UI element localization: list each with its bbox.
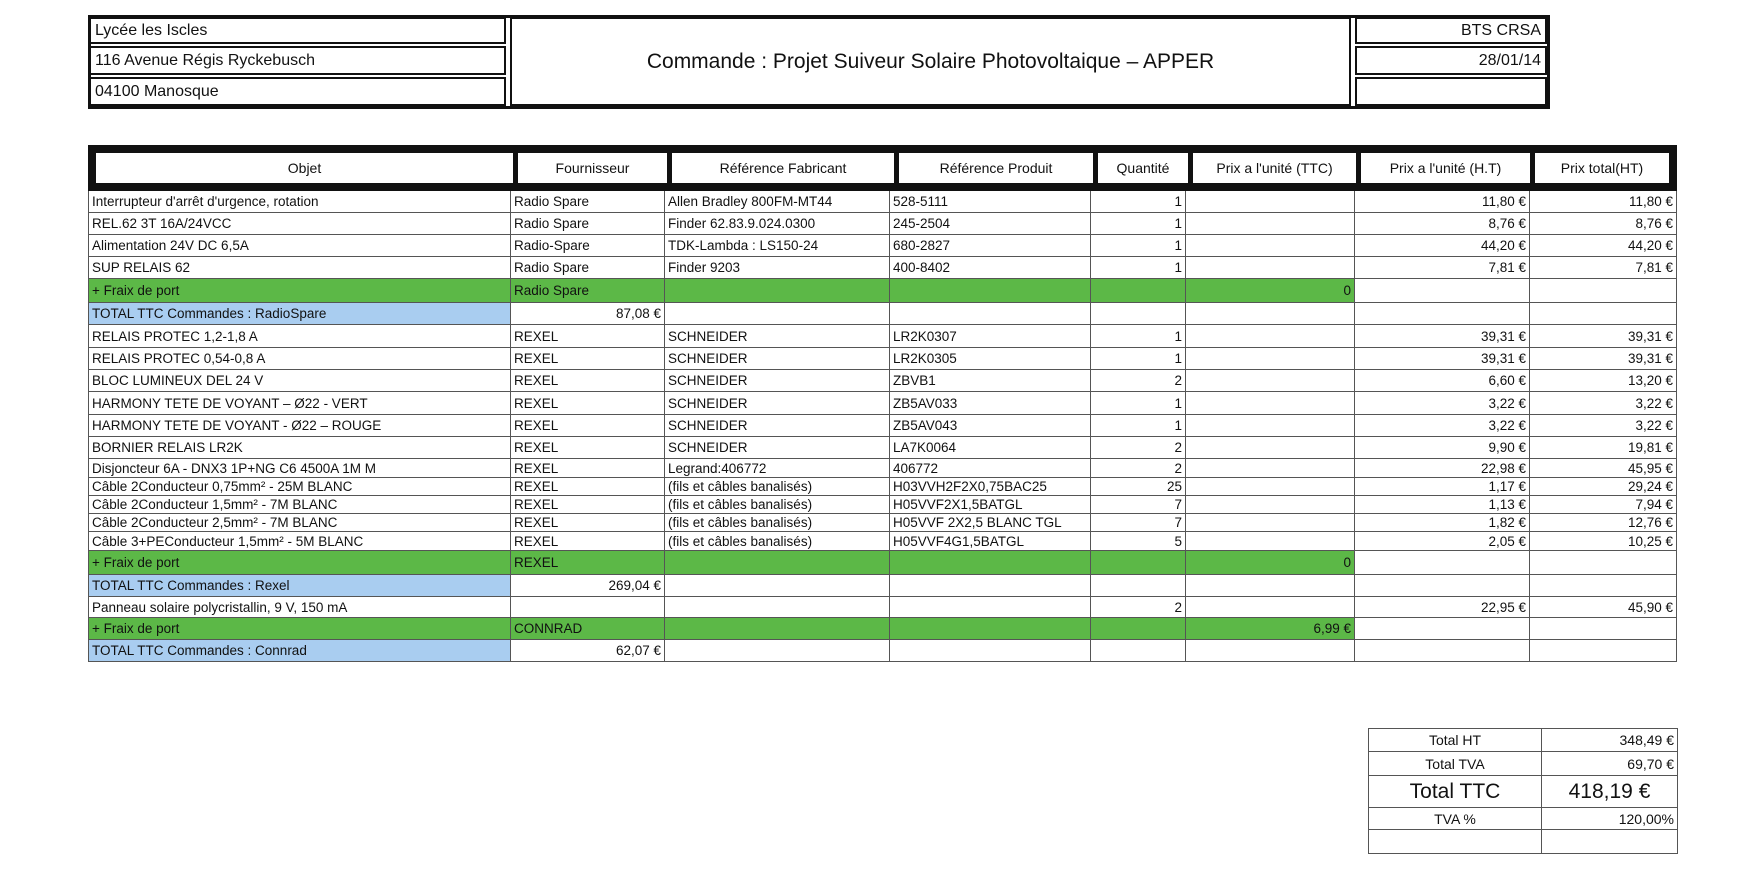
cell-prix-total-ht bbox=[1530, 551, 1677, 575]
cell-quantite: 1 bbox=[1091, 348, 1186, 370]
cell-objet: Câble 2Conducteur 2,5mm² - 7M BLANC bbox=[88, 514, 511, 532]
cell-prix-unite-ht: 1,13 € bbox=[1355, 496, 1530, 514]
cell-objet: TOTAL TTC Commandes : Rexel bbox=[88, 575, 511, 597]
table-row bbox=[88, 459, 1677, 478]
cell-fournisseur: REXEL bbox=[511, 496, 665, 514]
cell-prix-total-ht: 11,80 € bbox=[1530, 191, 1677, 213]
cell-ref-produit: H05VVF2X1,5BATGL bbox=[890, 496, 1091, 514]
cell-ref-fabricant bbox=[665, 303, 890, 325]
cell-quantite: 7 bbox=[1091, 514, 1186, 532]
col-header-objet: Objet bbox=[96, 153, 513, 183]
cell-ref-produit bbox=[890, 640, 1091, 662]
cell-ref-produit: 400-8402 bbox=[890, 257, 1091, 279]
cell-ref-produit: H03VVH2F2X0,75BAC25 bbox=[890, 478, 1091, 496]
shipping-row bbox=[88, 279, 1677, 303]
cell-ref-produit: 680-2827 bbox=[890, 235, 1091, 257]
cell-prix-unite-ht: 1,82 € bbox=[1355, 514, 1530, 532]
header-empty-cell bbox=[1355, 77, 1547, 106]
cell-prix-unite-ht: 11,80 € bbox=[1355, 191, 1530, 213]
supplier-total-row bbox=[88, 640, 1677, 662]
table-row bbox=[88, 325, 1677, 348]
cell-objet: BLOC LUMINEUX DEL 24 V bbox=[88, 370, 511, 392]
table-row bbox=[88, 191, 1677, 213]
cell-prix-total-ht: 45,90 € bbox=[1530, 597, 1677, 618]
cell-prix-unite-ht: 1,17 € bbox=[1355, 478, 1530, 496]
cell-quantite: 2 bbox=[1091, 597, 1186, 618]
cell-quantite: 1 bbox=[1091, 392, 1186, 415]
cell-prix-unite-ttc bbox=[1186, 532, 1355, 551]
cell-ref-produit bbox=[890, 303, 1091, 325]
cell-ref-fabricant: (fils et câbles banalisés) bbox=[665, 496, 890, 514]
school-name: Lycée les Iscles bbox=[89, 17, 506, 44]
cell-fournisseur: CONNRAD bbox=[511, 618, 665, 640]
cell-ref-produit: H05VVF4G1,5BATGL bbox=[890, 532, 1091, 551]
cell-prix-total-ht: 19,81 € bbox=[1530, 437, 1677, 459]
cell-prix-total-ht: 7,81 € bbox=[1530, 257, 1677, 279]
cell-prix-unite-ttc bbox=[1186, 325, 1355, 348]
cell-prix-unite-ht: 7,81 € bbox=[1355, 257, 1530, 279]
table-row bbox=[88, 597, 1677, 618]
cell-objet: SUP RELAIS 62 bbox=[88, 257, 511, 279]
cell-prix-unite-ht bbox=[1355, 575, 1530, 597]
cell-prix-total-ht: 12,76 € bbox=[1530, 514, 1677, 532]
table-header bbox=[88, 145, 1677, 191]
cell-fournisseur: 269,04 € bbox=[511, 575, 665, 597]
cell-prix-unite-ht: 8,76 € bbox=[1355, 213, 1530, 235]
cell-quantite: 2 bbox=[1091, 370, 1186, 392]
table-row bbox=[88, 257, 1677, 279]
cell-prix-unite-ht bbox=[1355, 303, 1530, 325]
cell-ref-produit bbox=[890, 597, 1091, 618]
cell-objet: TOTAL TTC Commandes : Connrad bbox=[88, 640, 511, 662]
cell-prix-unite-ttc: 0 bbox=[1186, 279, 1355, 303]
cell-quantite: 7 bbox=[1091, 496, 1186, 514]
cell-prix-unite-ht bbox=[1355, 279, 1530, 303]
cell-ref-produit: 528-5111 bbox=[890, 191, 1091, 213]
cell-objet: REL.62 3T 16A/24VCC bbox=[88, 213, 511, 235]
cell-ref-produit bbox=[890, 575, 1091, 597]
cell-fournisseur: Radio Spare bbox=[511, 257, 665, 279]
col-header-ref-produit: Référence Produit bbox=[899, 153, 1093, 183]
cell-fournisseur: REXEL bbox=[511, 437, 665, 459]
table-row bbox=[88, 437, 1677, 459]
cell-prix-unite-ht bbox=[1355, 618, 1530, 640]
cell-objet: Disjoncteur 6A - DNX3 1P+NG C6 4500A 1M M bbox=[88, 459, 511, 478]
cell-prix-total-ht: 39,31 € bbox=[1530, 348, 1677, 370]
totals-row bbox=[1368, 752, 1678, 776]
cell-ref-fabricant: Allen Bradley 800FM-MT44 bbox=[665, 191, 890, 213]
school-address: 116 Avenue Régis Ryckebusch bbox=[89, 46, 506, 75]
school-city: 04100 Manosque bbox=[89, 77, 506, 106]
cell-ref-fabricant bbox=[665, 618, 890, 640]
cell-ref-produit bbox=[890, 279, 1091, 303]
cell-fournisseur: REXEL bbox=[511, 370, 665, 392]
cell-ref-fabricant: SCHNEIDER bbox=[665, 392, 890, 415]
cell-prix-unite-ht: 2,05 € bbox=[1355, 532, 1530, 551]
cell-ref-produit: ZB5AV033 bbox=[890, 392, 1091, 415]
cell-prix-unite-ht: 39,31 € bbox=[1355, 348, 1530, 370]
cell-prix-total-ht: 45,95 € bbox=[1530, 459, 1677, 478]
cell-quantite: 2 bbox=[1091, 437, 1186, 459]
cell-ref-fabricant bbox=[665, 640, 890, 662]
cell-prix-unite-ttc bbox=[1186, 415, 1355, 437]
cell-objet: Câble 3+PEConducteur 1,5mm² - 5M BLANC bbox=[88, 532, 511, 551]
cell-prix-unite-ttc bbox=[1186, 370, 1355, 392]
cell-quantite: 2 bbox=[1091, 459, 1186, 478]
cell-prix-total-ht: 3,22 € bbox=[1530, 392, 1677, 415]
cell-objet: HARMONY TETE DE VOYANT - Ø22 – ROUGE bbox=[88, 415, 511, 437]
cell-fournisseur: REXEL bbox=[511, 415, 665, 437]
cell-objet: Câble 2Conducteur 1,5mm² - 7M BLANC bbox=[88, 496, 511, 514]
cell-prix-unite-ht: 3,22 € bbox=[1355, 415, 1530, 437]
cell-ref-fabricant: TDK-Lambda : LS150-24 bbox=[665, 235, 890, 257]
cell-quantite: 25 bbox=[1091, 478, 1186, 496]
totals-row bbox=[1368, 776, 1678, 808]
table-row bbox=[88, 235, 1677, 257]
cell-prix-unite-ttc bbox=[1186, 640, 1355, 662]
table-row bbox=[88, 392, 1677, 415]
cell-quantite bbox=[1091, 618, 1186, 640]
cell-objet: Alimentation 24V DC 6,5A bbox=[88, 235, 511, 257]
cell-ref-fabricant: SCHNEIDER bbox=[665, 370, 890, 392]
cell-quantite: 1 bbox=[1091, 213, 1186, 235]
cell-prix-unite-ttc bbox=[1186, 348, 1355, 370]
cell-fournisseur: REXEL bbox=[511, 348, 665, 370]
cell-fournisseur: REXEL bbox=[511, 392, 665, 415]
cell-objet: Câble 2Conducteur 0,75mm² - 25M BLANC bbox=[88, 478, 511, 496]
totals-value: 120,00% bbox=[1542, 808, 1678, 830]
shipping-row bbox=[88, 618, 1677, 640]
cell-fournisseur: REXEL bbox=[511, 459, 665, 478]
col-header-prix-unite-ht: Prix a l'unité (H.T) bbox=[1361, 153, 1530, 183]
supplier-total-row bbox=[88, 575, 1677, 597]
totals-value: 69,70 € bbox=[1542, 752, 1678, 776]
cell-fournisseur: REXEL bbox=[511, 325, 665, 348]
cell-objet: Panneau solaire polycristallin, 9 V, 150 mA bbox=[88, 597, 511, 618]
cell-ref-fabricant bbox=[665, 597, 890, 618]
table-row bbox=[88, 532, 1677, 551]
cell-ref-fabricant bbox=[665, 551, 890, 575]
cell-prix-unite-ttc bbox=[1186, 597, 1355, 618]
cell-prix-total-ht: 39,31 € bbox=[1530, 325, 1677, 348]
cell-fournisseur: 62,07 € bbox=[511, 640, 665, 662]
cell-prix-total-ht bbox=[1530, 618, 1677, 640]
cell-ref-fabricant: Legrand:406772 bbox=[665, 459, 890, 478]
cell-ref-fabricant: (fils et câbles banalisés) bbox=[665, 514, 890, 532]
cell-fournisseur: Radio-Spare bbox=[511, 235, 665, 257]
cell-ref-produit: LR2K0307 bbox=[890, 325, 1091, 348]
cell-ref-fabricant bbox=[665, 279, 890, 303]
cell-prix-total-ht: 44,20 € bbox=[1530, 235, 1677, 257]
cell-prix-unite-ht bbox=[1355, 551, 1530, 575]
col-header-prix-total-ht: Prix total(HT) bbox=[1535, 153, 1669, 183]
cell-prix-total-ht: 29,24 € bbox=[1530, 478, 1677, 496]
cell-objet: + Fraix de port bbox=[88, 551, 511, 575]
page-title: Commande : Projet Suiveur Solaire Photovoltaique – APPER bbox=[510, 17, 1351, 106]
cell-ref-produit bbox=[890, 551, 1091, 575]
totals-row bbox=[1368, 830, 1678, 854]
cell-fournisseur: REXEL bbox=[511, 478, 665, 496]
cell-prix-unite-ttc: 6,99 € bbox=[1186, 618, 1355, 640]
cell-prix-unite-ht: 3,22 € bbox=[1355, 392, 1530, 415]
cell-fournisseur: REXEL bbox=[511, 551, 665, 575]
cell-objet: RELAIS PROTEC 1,2-1,8 A bbox=[88, 325, 511, 348]
cell-prix-unite-ttc: 0 bbox=[1186, 551, 1355, 575]
table-row bbox=[88, 370, 1677, 392]
cell-prix-unite-ttc bbox=[1186, 478, 1355, 496]
cell-fournisseur: 87,08 € bbox=[511, 303, 665, 325]
order-date: 28/01/14 bbox=[1355, 46, 1547, 75]
cell-prix-total-ht bbox=[1530, 640, 1677, 662]
cell-prix-total-ht: 8,76 € bbox=[1530, 213, 1677, 235]
shipping-row bbox=[88, 551, 1677, 575]
cell-ref-fabricant: (fils et câbles banalisés) bbox=[665, 532, 890, 551]
cell-prix-unite-ht: 22,98 € bbox=[1355, 459, 1530, 478]
cell-objet: RELAIS PROTEC 0,54-0,8 A bbox=[88, 348, 511, 370]
cell-quantite bbox=[1091, 279, 1186, 303]
cell-ref-fabricant: (fils et câbles banalisés) bbox=[665, 478, 890, 496]
cell-ref-produit: H05VVF 2X2,5 BLANC TGL bbox=[890, 514, 1091, 532]
table-row bbox=[88, 415, 1677, 437]
cell-quantite: 1 bbox=[1091, 235, 1186, 257]
cell-prix-total-ht bbox=[1530, 303, 1677, 325]
cell-quantite: 1 bbox=[1091, 325, 1186, 348]
table-row bbox=[88, 348, 1677, 370]
cell-prix-unite-ttc bbox=[1186, 257, 1355, 279]
cell-prix-unite-ht: 6,60 € bbox=[1355, 370, 1530, 392]
cell-prix-total-ht bbox=[1530, 575, 1677, 597]
totals-value: 418,19 € bbox=[1542, 776, 1678, 808]
cell-fournisseur bbox=[511, 597, 665, 618]
cell-ref-fabricant: Finder 62.83.9.024.0300 bbox=[665, 213, 890, 235]
totals-label: Total TVA bbox=[1368, 752, 1542, 776]
cell-ref-fabricant: SCHNEIDER bbox=[665, 437, 890, 459]
totals-label bbox=[1368, 830, 1542, 854]
cell-quantite: 5 bbox=[1091, 532, 1186, 551]
col-header-ref-fabricant: Référence Fabricant bbox=[672, 153, 894, 183]
totals-label: Total HT bbox=[1368, 728, 1542, 752]
table-row bbox=[88, 213, 1677, 235]
cell-quantite bbox=[1091, 575, 1186, 597]
totals-value: 348,49 € bbox=[1542, 728, 1678, 752]
cell-objet: BORNIER RELAIS LR2K bbox=[88, 437, 511, 459]
cell-prix-total-ht: 10,25 € bbox=[1530, 532, 1677, 551]
totals-row bbox=[1368, 808, 1678, 830]
cell-objet: HARMONY TETE DE VOYANT – Ø22 - VERT bbox=[88, 392, 511, 415]
cell-prix-unite-ttc bbox=[1186, 303, 1355, 325]
cell-quantite bbox=[1091, 551, 1186, 575]
cell-prix-total-ht bbox=[1530, 279, 1677, 303]
cell-ref-produit: LR2K0305 bbox=[890, 348, 1091, 370]
cell-ref-produit: ZB5AV043 bbox=[890, 415, 1091, 437]
cell-ref-fabricant: SCHNEIDER bbox=[665, 325, 890, 348]
cell-prix-total-ht: 7,94 € bbox=[1530, 496, 1677, 514]
cell-ref-fabricant: SCHNEIDER bbox=[665, 415, 890, 437]
cell-objet: Interrupteur d'arrêt d'urgence, rotation bbox=[88, 191, 511, 213]
cell-prix-total-ht: 3,22 € bbox=[1530, 415, 1677, 437]
cell-ref-fabricant: Finder 9203 bbox=[665, 257, 890, 279]
col-header-prix-unite-ttc: Prix a l'unité (TTC) bbox=[1193, 153, 1356, 183]
totals-value bbox=[1542, 830, 1678, 854]
cell-prix-unite-ht: 22,95 € bbox=[1355, 597, 1530, 618]
cell-prix-unite-ht bbox=[1355, 640, 1530, 662]
cell-quantite bbox=[1091, 640, 1186, 662]
cell-fournisseur: REXEL bbox=[511, 514, 665, 532]
cell-ref-produit bbox=[890, 618, 1091, 640]
cell-ref-produit: LA7K0064 bbox=[890, 437, 1091, 459]
totals-label: TVA % bbox=[1368, 808, 1542, 830]
cell-ref-produit: ZBVB1 bbox=[890, 370, 1091, 392]
totals-row bbox=[1368, 728, 1678, 752]
cell-ref-produit: 245-2504 bbox=[890, 213, 1091, 235]
cell-prix-total-ht: 13,20 € bbox=[1530, 370, 1677, 392]
cell-objet: TOTAL TTC Commandes : RadioSpare bbox=[88, 303, 511, 325]
cell-prix-unite-ttc bbox=[1186, 235, 1355, 257]
cell-prix-unite-ht: 9,90 € bbox=[1355, 437, 1530, 459]
cell-prix-unite-ttc bbox=[1186, 459, 1355, 478]
cell-prix-unite-ttc bbox=[1186, 213, 1355, 235]
cell-fournisseur: Radio Spare bbox=[511, 279, 665, 303]
cell-quantite: 1 bbox=[1091, 191, 1186, 213]
cell-ref-produit: 406772 bbox=[890, 459, 1091, 478]
table-row bbox=[88, 478, 1677, 496]
cell-fournisseur: Radio Spare bbox=[511, 191, 665, 213]
col-header-fournisseur: Fournisseur bbox=[518, 153, 667, 183]
cell-ref-fabricant: SCHNEIDER bbox=[665, 348, 890, 370]
cell-objet: + Fraix de port bbox=[88, 618, 511, 640]
cell-prix-unite-ttc bbox=[1186, 437, 1355, 459]
cell-prix-unite-ttc bbox=[1186, 392, 1355, 415]
cell-quantite bbox=[1091, 303, 1186, 325]
table-row bbox=[88, 496, 1677, 514]
cell-objet: + Fraix de port bbox=[88, 279, 511, 303]
table-row bbox=[88, 514, 1677, 532]
col-header-quantite: Quantité bbox=[1098, 153, 1188, 183]
cell-prix-unite-ttc bbox=[1186, 191, 1355, 213]
cell-quantite: 1 bbox=[1091, 415, 1186, 437]
cell-prix-unite-ht: 39,31 € bbox=[1355, 325, 1530, 348]
supplier-total-row bbox=[88, 303, 1677, 325]
cell-ref-fabricant bbox=[665, 575, 890, 597]
totals-label: Total TTC bbox=[1368, 776, 1542, 808]
cell-fournisseur: Radio Spare bbox=[511, 213, 665, 235]
cell-prix-unite-ttc bbox=[1186, 514, 1355, 532]
cell-prix-unite-ttc bbox=[1186, 496, 1355, 514]
section-label: BTS CRSA bbox=[1355, 17, 1547, 44]
cell-prix-unite-ht: 44,20 € bbox=[1355, 235, 1530, 257]
cell-quantite: 1 bbox=[1091, 257, 1186, 279]
cell-fournisseur: REXEL bbox=[511, 532, 665, 551]
cell-prix-unite-ttc bbox=[1186, 575, 1355, 597]
